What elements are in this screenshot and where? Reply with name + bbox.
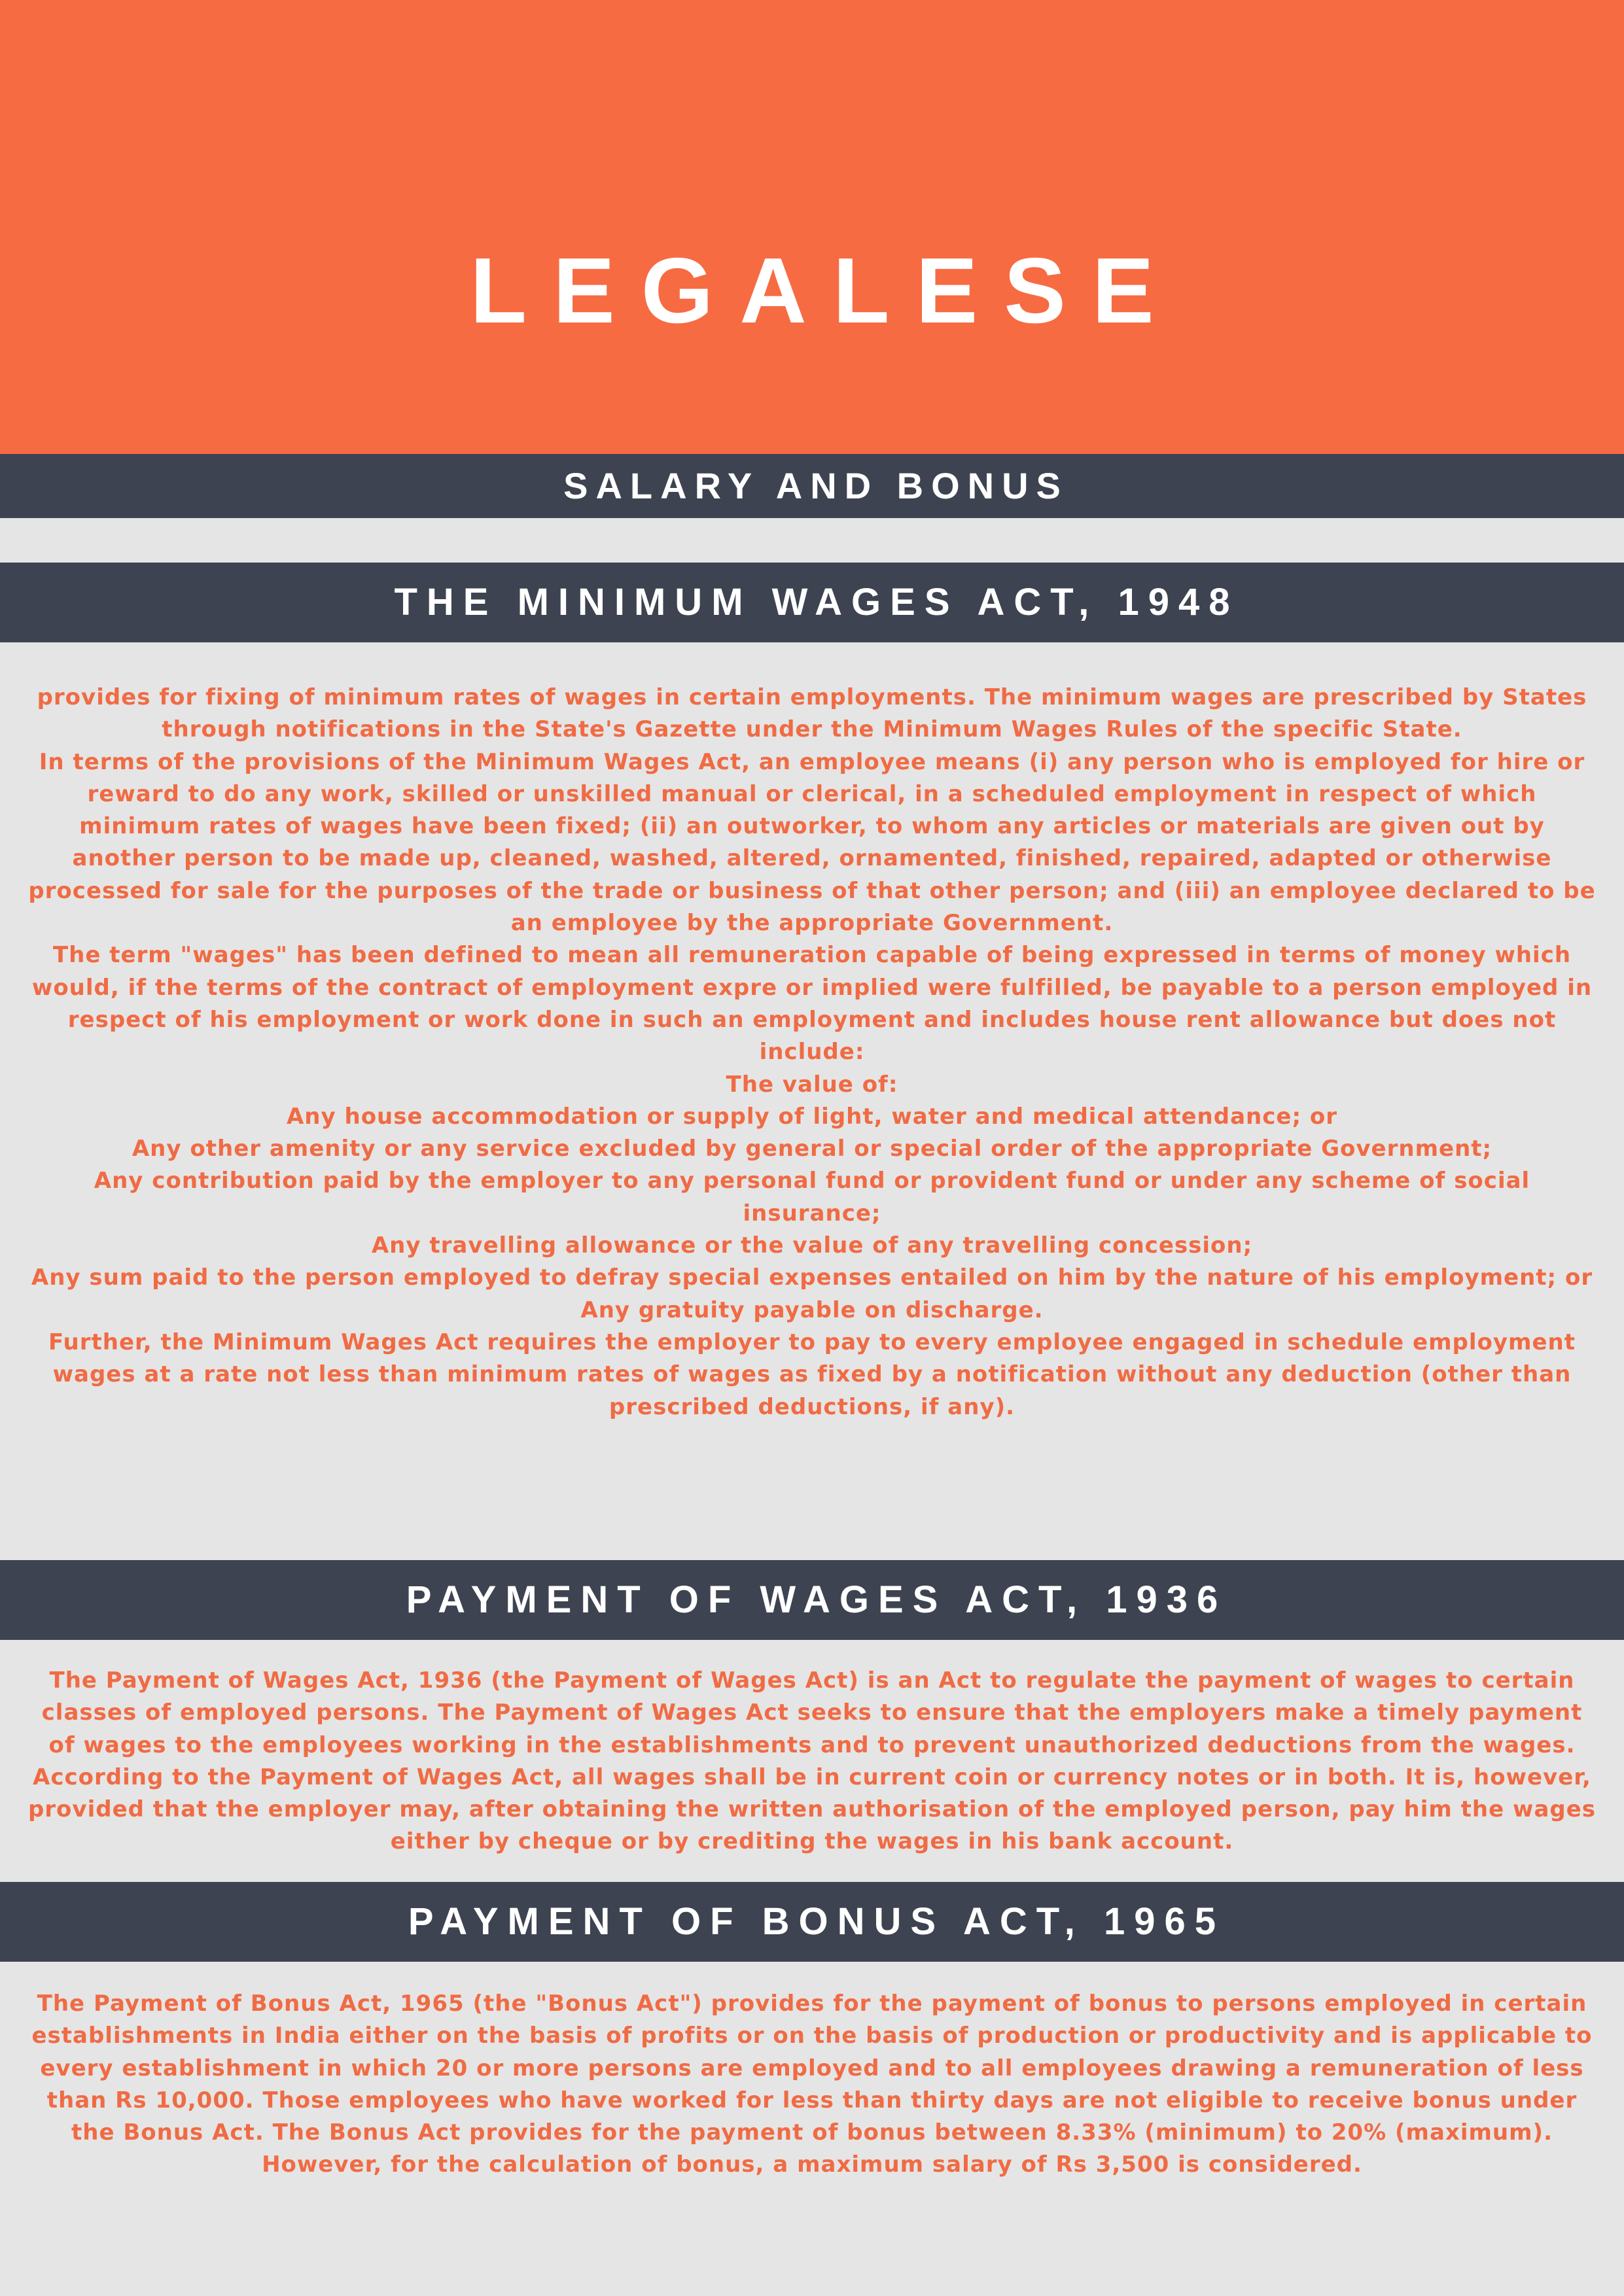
hero-banner bbox=[0, 0, 1624, 454]
list-item: Any contribution paid by the employer to any personal fund or provident fund or under any scheme of social insurance; bbox=[94, 1168, 1530, 1226]
section-heading-payment-of-bonus: PAYMENT OF BONUS ACT, 1965 bbox=[0, 1882, 1624, 1962]
list-item: Any gratuity payable on discharge. bbox=[580, 1296, 1044, 1323]
list-item: Any travelling allowance or the value of any travelling concession; bbox=[371, 1232, 1253, 1259]
page-title: LEGALESE bbox=[470, 239, 1180, 343]
paragraph: The Payment of Bonus Act, 1965 (the "Bonus Act") provides for the payment of bonus to persons employed in certain establishments in India either on the basis of profits or on the basis of production or productivity and is applicable to every establishment in which 20 or more persons are employed and to all employees drawing a remuneration of less than Rs 10,000. Those employees who have worked for less than thirty days are not eligible to receive bonus under the Bonus Act. The Bonus Act provides for the payment of bonus between 8.33% (minimum) to 20% (maximum). However, for the calculation of bonus, a maximum salary of Rs 3,500 is considered. bbox=[31, 1991, 1593, 2178]
section-heading-minimum-wages: THE MINIMUM WAGES ACT, 1948 bbox=[0, 563, 1624, 642]
list-item: Any other amenity or any service excluded by general or special order of the appropriate Government; bbox=[132, 1136, 1492, 1162]
section-body-minimum-wages bbox=[26, 682, 1598, 1423]
paragraph: The term "wages" has been defined to mean all remuneration capable of being expressed in terms of money which would, if the terms of the contract of employment expre or implied were fulfilled, be payable to a person employed in respect of his employment or work done in such an employment and includes house rent allowance but does not include: bbox=[31, 942, 1593, 1066]
list-intro: The value of: bbox=[726, 1071, 898, 1098]
paragraph: The Payment of Wages Act, 1936 (the Payment of Wages Act) is an Act to regulate the payment of wages to certain classes of employed persons. The Payment of Wages Act seeks to ensure that the employers make a timely payment of wages to the employees working in the establishments and to prevent unauthorized deductions from the wages. According to the Payment of Wages Act, all wages shall be in current coin or currency notes or in both. It is, however, provided that the employer may, after obtaining the written authorisation of the employed person, pay him the wages either by cheque or by crediting the wages in his bank account. bbox=[27, 1667, 1597, 1855]
section-heading-payment-of-wages: PAYMENT OF WAGES ACT, 1936 bbox=[0, 1560, 1624, 1640]
page-subtitle: SALARY AND BONUS bbox=[0, 454, 1624, 518]
section-body-payment-of-bonus bbox=[26, 1988, 1598, 2182]
paragraph: Further, the Minimum Wages Act requires the employer to pay to every employee engaged in schedule employment wages at a rate not less than minimum rates of wages as fixed by a notification without any deduction (other than prescribed deductions, if any). bbox=[48, 1329, 1576, 1420]
section-body-payment-of-wages bbox=[26, 1665, 1598, 1858]
paragraph: In terms of the provisions of the Minimum Wages Act, an employee means (i) any person who is employed for hire or reward to do any work, skilled or unskilled manual or clerical, in a scheduled employment in respect of which minimum rates of wages have been fixed; (ii) an outworker, to whom any articles or materials are given out by another person to be made up, cleaned, washed, altered, ornamented, finished, repaired, adapted or otherwise processed for sale for the purposes of the trade or business of that other person; and (iii) an employee declared to be an employee by the appropriate Government. bbox=[28, 748, 1596, 937]
list-item: Any sum paid to the person employed to defray special expenses entailed on him by the nature of his employment; or bbox=[31, 1264, 1593, 1291]
paragraph: provides for fixing of minimum rates of wages in certain employments. The minimum wages are prescribed by States through notifications in the State's Gazette under the Minimum Wages Rules of the specific State. bbox=[37, 684, 1587, 743]
list-item: Any house accommodation or supply of light, water and medical attendance; or bbox=[286, 1103, 1338, 1130]
